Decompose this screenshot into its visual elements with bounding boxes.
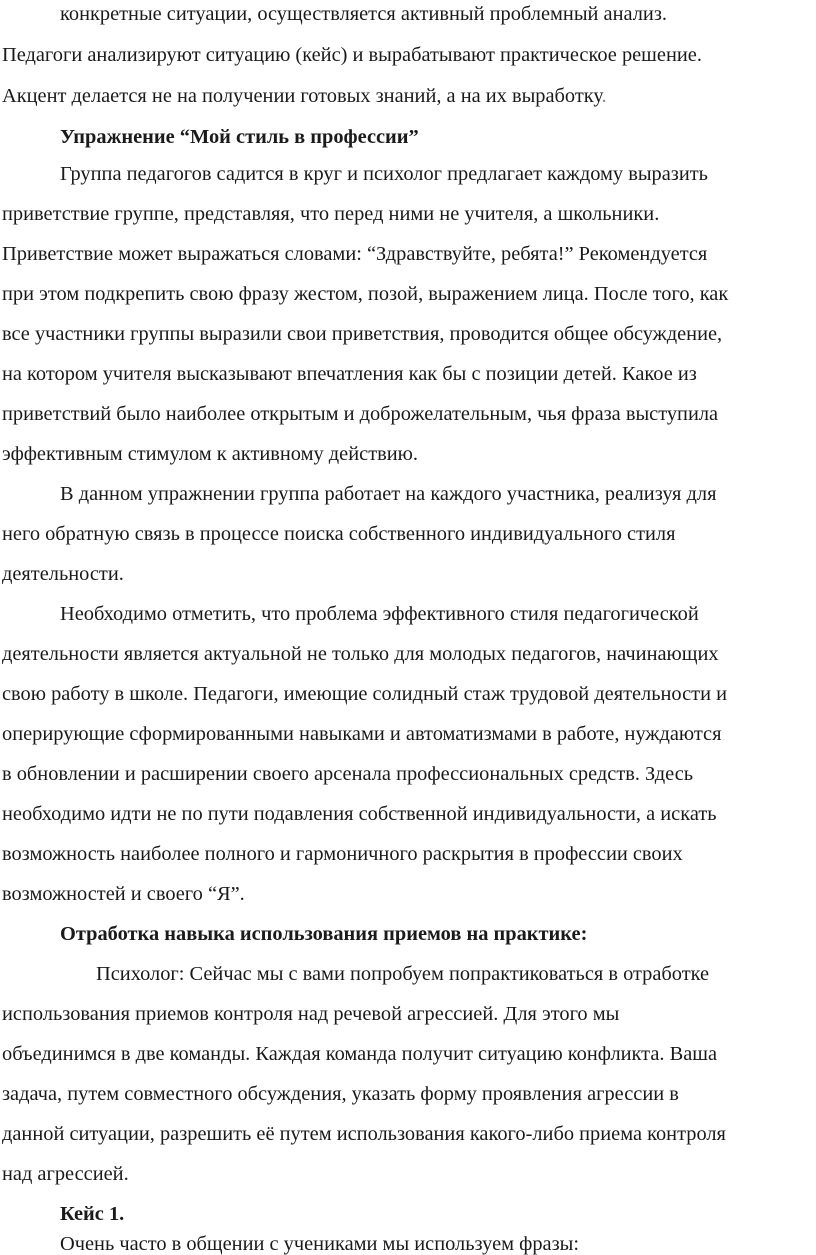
text-line-content: Акцент делается не на получении готовых знаний, а на их выработку <box>2 85 602 107</box>
section-heading-practice: Отработка навыка использования приемов на практике: <box>60 923 588 945</box>
text-line: деятельности. <box>2 563 124 585</box>
text-line: конкретные ситуации, осуществляется активный проблемный анализ. <box>60 3 667 25</box>
text-line: необходимо идти не по пути подавления собственной индивидуальности, а искать <box>2 803 717 825</box>
trailing-period: . <box>601 85 607 107</box>
text-line: объединимся в две команды. Каждая команда получит ситуацию конфликта. Ваша <box>2 1043 717 1065</box>
text-line: Психолог: Сейчас мы с вами попробуем попрактиковаться в отработке <box>96 963 710 985</box>
text-line: использования приемов контроля над речевой агрессией. Для этого мы <box>2 1003 620 1025</box>
text-line: Необходимо отметить, что проблема эффективного стиля педагогической <box>60 603 699 625</box>
text-line: над агрессией. <box>2 1163 129 1185</box>
text-line: деятельности является актуальной не только для молодых педагогов, начинающих <box>2 643 719 665</box>
case-heading: Кейс 1. <box>60 1203 125 1225</box>
text-line: при этом подкрепить свою фразу жестом, позой, выражением лица. После того, как <box>2 283 729 305</box>
text-line: возможность наиболее полного и гармоничного раскрытия в профессии своих <box>2 843 683 865</box>
text-line: свою работу в школе. Педагоги, имеющие солидный стаж трудовой деятельности и <box>2 683 728 705</box>
text-line: все участники группы выразили свои приветствия, проводится общее обсуждение, <box>2 323 723 345</box>
text-line: Педагоги анализируют ситуацию (кейс) и вырабатывают практическое решение. <box>2 44 702 66</box>
text-line: данной ситуации, разрешить её путем использования какого-либо приема контроля <box>2 1123 726 1145</box>
text-line: оперирующие сформированными навыками и автоматизмами в работе, нуждаются <box>2 723 722 745</box>
text-line: в обновлении и расширении своего арсенала профессиональных средств. Здесь <box>2 763 694 785</box>
text-line: задача, путем совместного обсуждения, указать форму проявления агрессии в <box>2 1083 679 1105</box>
text-line: возможностей и своего “Я”. <box>2 883 245 905</box>
text-line: на котором учителя высказывают впечатления как бы с позиции детей. Какое из <box>2 363 697 385</box>
text-line: него обратную связь в процессе поиска собственного индивидуального стиля <box>2 523 676 545</box>
text-line: Группа педагогов садится в круг и психолог предлагает каждому выразить <box>60 163 708 185</box>
section-heading-exercise: Упражнение “Мой стиль в профессии” <box>60 126 419 148</box>
text-line: Очень часто в общении с учениками мы используем фразы: <box>60 1233 580 1255</box>
text-line: Приветствие может выражаться словами: “Здравствуйте, ребята!” Рекомендуется <box>2 243 708 265</box>
text-line: приветствие группе, представляя, что перед ними не учителя, а школьники. <box>2 203 660 225</box>
text-line: приветствий было наиболее открытым и доброжелательным, чья фраза выступила <box>2 403 719 425</box>
text-line: эффективным стимулом к активному действию. <box>2 443 418 465</box>
text-line: В данном упражнении группа работает на каждого участника, реализуя для <box>60 483 717 505</box>
text-line <box>2 86 607 106</box>
